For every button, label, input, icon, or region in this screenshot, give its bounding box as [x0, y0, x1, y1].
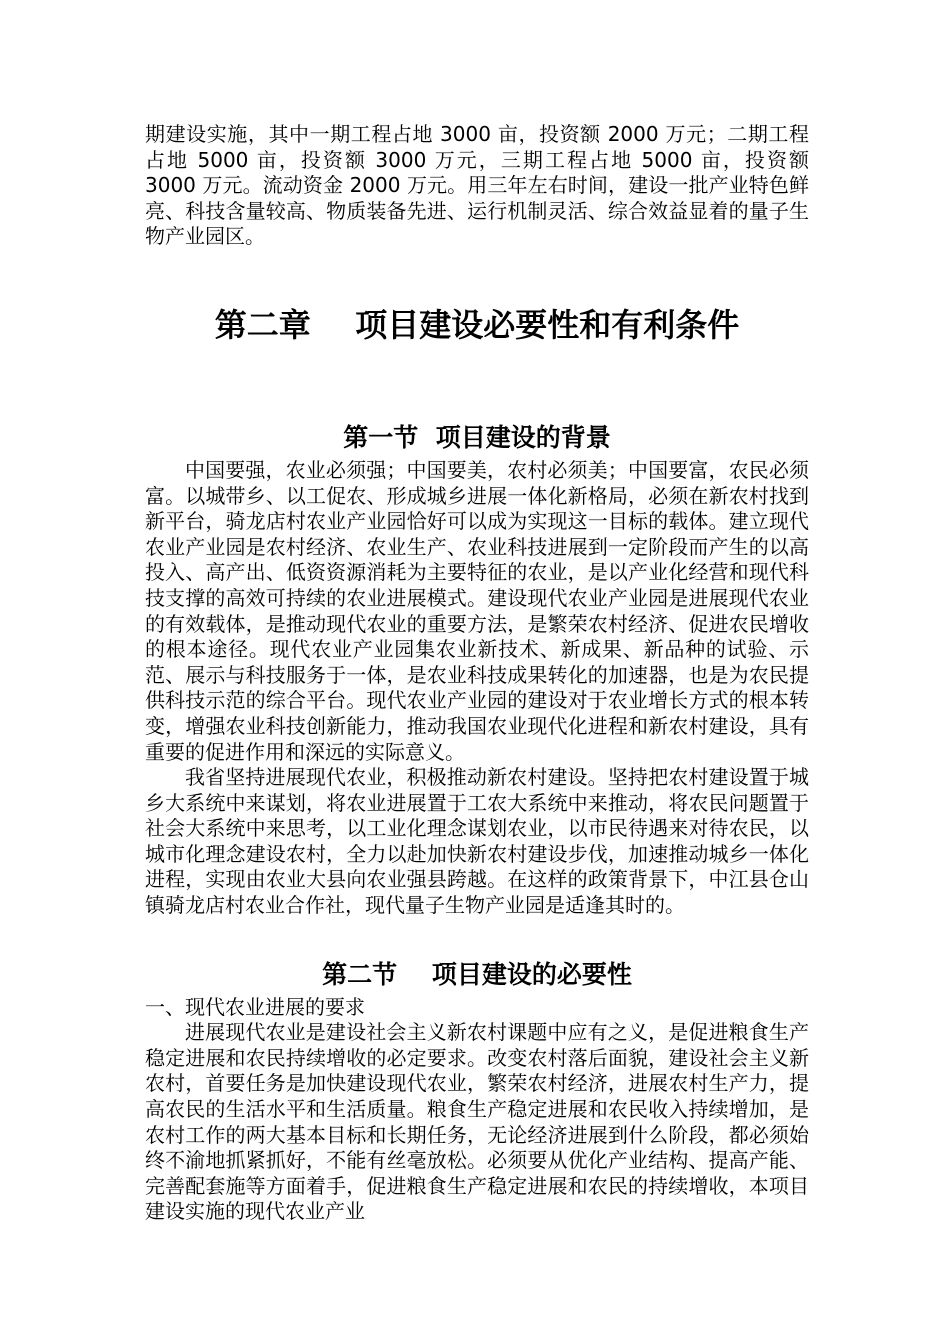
- chapter-title: 第二章 项目建设必要性和有利条件: [214, 305, 740, 344]
- section-2-title: 第二节 项目建设的必要性: [322, 959, 632, 989]
- intro-paragraph: 期建设实施，其中一期工程占地 3000 亩，投资额 2000 万元；二期工程占地 5000 亩，投资额 3000 万元，三期工程占地 5000 亩，投资额 3000 万元。流动资金 2000 万元。用三年左右时间，建设一批产业特色鲜亮、科技含量较高、物质装备先进、运行机制灵活、综合效益显着的量子生物产业园区。: [145, 122, 809, 249]
- section-2-paragraph: 进展现代农业是建设社会主义新农村课题中应有之义，是促进粮食生产稳定进展和农民持续增收的必定要求。改变农村落后面貌，建设社会主义新农村，首要任务是加快建设现代农业，繁荣农村经济，进展农村生产力，提高农民的生活水平和生活质量。粮食生产稳定进展和农民收入持续增加，是农村工作的两大基本目标和长期任务，无论经济进展到什么阶段，都必须始终不渝地抓紧抓好，不能有丝毫放松。必须要从优化产业结构、提高产能、完善配套施等方面着手，促进粮食生产稳定进展和农民的持续增收，本项目建设实施的现代农业产业: [145, 1020, 809, 1224]
- section-1-paragraph-1: 中国要强，农业必须强；中国要美，农村必须美；中国要富，农民必须富。以城带乡、以工促农、形成城乡进展一体化新格局，必须在新农村找到新平台，骑龙店村农业产业园恰好可以成为实现这一目标的载体。建立现代农业产业园是农村经济、农业生产、农业科技进展到一定阶段而产生的以高投入、高产出、低资资源消耗为主要特征的农业，是以产业化经营和现代科技支撑的高效可持续的农业进展模式。建设现代农业产业园是进展现代农业的有效载体，是推动现代农业的重要方法，是繁荣农村经济、促进农民增收的根本途径。现代农业产业园集农业新技术、新成果、新品种的试验、示范、展示与科技服务于一体，是农业科技成果转化的加速器，也是为农民提供科技示范的综合平台。现代农业产业园的建设对于农业增长方式的根本转变，增强农业科技创新能力，推动我国农业现代化进程和新农村建设，具有重要的促进作用和深远的实际意义。: [145, 457, 809, 764]
- section-1-paragraph-2: 我省坚持进展现代农业，积极推动新农村建设。坚持把农村建设置于城乡大系统中来谋划，将农业进展置于工农大系统中来推动，将农民问题置于社会大系统中来思考，以工业化理念谋划农业，以市民待遇来对待农民，以城市化理念建设农村，全力以赴加快新农村建设步伐，加速推动城乡一体化进程，实现由农业大县向农业强县跨越。在这样的政策背景下，中江县仓山镇骑龙店村农业合作社，现代量子生物产业园是适逢其时的。: [145, 765, 809, 918]
- section-2-subheading: 一、现代农业进展的要求: [145, 994, 365, 1019]
- section-1-title: 第一节 项目建设的背景: [343, 422, 611, 452]
- document-page: [145, 122, 809, 1225]
